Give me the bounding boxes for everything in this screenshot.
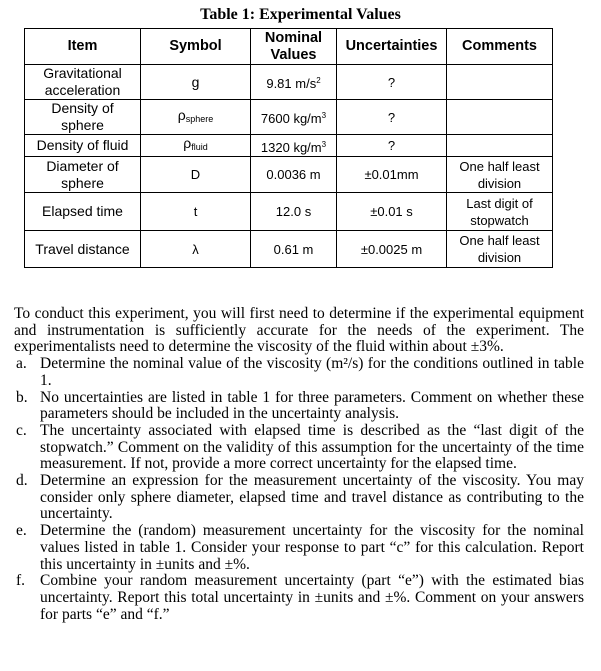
- cell-symbol: D: [141, 157, 251, 193]
- cell-comment: [447, 135, 553, 157]
- table-header-row: [25, 29, 553, 65]
- cell-comment: [447, 100, 553, 135]
- table-row: [25, 157, 553, 193]
- cell-nominal: 0.61 m: [251, 231, 337, 268]
- cell-item: Density of sphere: [25, 100, 141, 135]
- cell-item: Elapsed time: [25, 193, 141, 231]
- table-row: [25, 65, 553, 100]
- cell-uncertainty: ±0.0025 m: [337, 231, 447, 268]
- question-item: d. Determine an expression for the measurement uncertainty of the viscosity. You may consider only sphere diameter, elapsed time and travel distance as contributing to the uncertainty.: [16, 472, 584, 523]
- question-item: a. Determine the nominal value of the viscosity (m²/s) for the conditions outlined in table 1.: [16, 355, 584, 389]
- table-row: [25, 231, 553, 268]
- cell-symbol: $\rho_{sphere}$: [141, 100, 251, 135]
- cell-nominal: 1320 $kg/m^3$: [251, 135, 337, 157]
- table-row: [25, 100, 553, 135]
- question-item: f. Combine your random measurement uncertainty (part “e”) with the estimated bias uncertainty. Report this total uncertainty in ±units and ±%. Comment on your answers for parts “e” and “f.”: [16, 572, 584, 623]
- cell-uncertainty: ±0.01mm: [337, 157, 447, 193]
- header-uncertainties: Uncertainties: [337, 29, 447, 65]
- header-comments: Comments: [447, 29, 553, 65]
- cell-symbol: t: [141, 193, 251, 231]
- cell-uncertainty: ?: [337, 65, 447, 100]
- header-item: Item: [25, 29, 141, 65]
- cell-item: Diameter of sphere: [25, 157, 141, 193]
- header-nominal-values: Nominal Values: [251, 29, 337, 65]
- question-item: e. Determine the (random) measurement uncertainty for the viscosity for the nominal values listed in table 1. Consider your response to part “c” for this calculation. Report this uncertainty in ±units and ±%.: [16, 522, 584, 573]
- experimental-values-table: [24, 28, 553, 268]
- cell-symbol: $\rho_{fluid}$: [141, 135, 251, 157]
- cell-comment: [447, 65, 553, 100]
- cell-item: Gravitational acceleration: [25, 65, 141, 100]
- table-row: [25, 193, 553, 231]
- cell-uncertainty: ?: [337, 135, 447, 157]
- cell-comment: Last digit of stopwatch: [447, 193, 553, 231]
- table-caption: Table 1: Experimental Values: [200, 6, 401, 23]
- cell-symbol: λ: [141, 231, 251, 268]
- intro-paragraph: To conduct this experiment, you will first need to determine if the experimental equipment and instrumentation is sufficiently accurate for the needs of the experiment. The experimentalists need to determine the viscosity of the fluid within about ±3%.: [14, 305, 584, 356]
- cell-uncertainty: ±0.01 s: [337, 193, 447, 231]
- cell-item: Density of fluid: [25, 135, 141, 157]
- question-item: b. No uncertainties are listed in table 1 for three parameters. Comment on whether these parameters should be included in the uncertainty analysis.: [16, 388, 584, 423]
- cell-item: Travel distance: [25, 231, 141, 268]
- header-symbol: Symbol: [141, 29, 251, 65]
- table-row: [25, 135, 553, 157]
- question-list: [14, 356, 584, 623]
- cell-comment: One half least division: [447, 231, 553, 268]
- cell-symbol: g: [141, 65, 251, 100]
- cell-nominal: 12.0 s: [251, 193, 337, 231]
- cell-nominal: 7600 $kg/m^3$: [251, 100, 337, 135]
- cell-comment: One half least division: [447, 157, 553, 193]
- question-item: c. The uncertainty associated with elapsed time is described as the “last digit of the stopwatch.” Comment on the validity of this assumption for the uncertainty of the time measurement. If not, provide a more correct uncertainty for the elapsed time.: [16, 421, 584, 473]
- cell-uncertainty: ?: [337, 100, 447, 135]
- cell-nominal: 9.81 $m/s^2$: [251, 65, 337, 100]
- cell-nominal: 0.0036 m: [251, 157, 337, 193]
- assignment-text: [14, 306, 584, 623]
